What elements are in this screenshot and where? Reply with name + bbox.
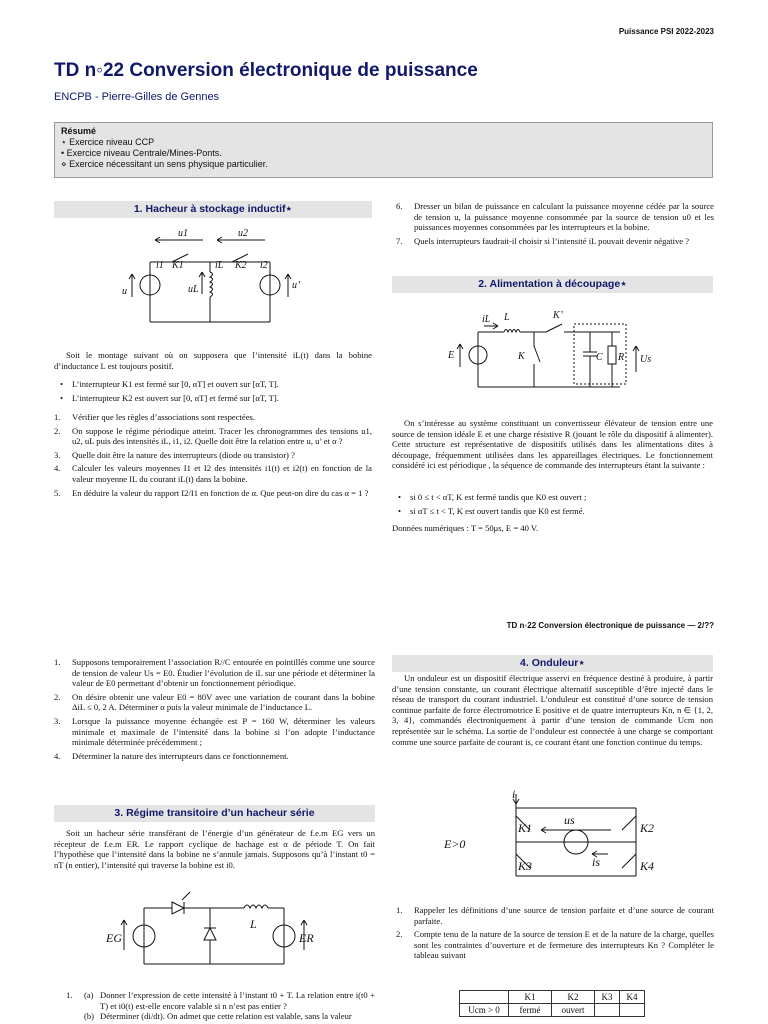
label-K4: K4 [640, 859, 655, 873]
label-L: L [504, 312, 510, 323]
list-item: 1. Supposons temporairement l’association R//C entourée en pointillés comme une source de tension de valeur Us = E0. Étudier l’évolution de iL sur une période et déterminer la valeur de E0 permettant d’obtenir un fonctionnement périodique. [54, 657, 375, 689]
section-2-questions [54, 657, 375, 764]
list-item: 1. Rappeler les définitions d’une source de tension parfaite et d’une source de courant parfaite. [396, 905, 714, 926]
table-row: Ucm > 0 fermé ouvert [460, 1004, 645, 1017]
section-4-questions [396, 905, 714, 964]
label-is: is [592, 855, 601, 869]
summary-title: Résumé [61, 126, 97, 136]
summary-line: • Exercice niveau Centrale/Mines-Ponts. [61, 148, 222, 158]
label-Us: Us [640, 354, 652, 365]
label-u1: u1 [178, 228, 188, 239]
page-subtitle: ENCPB - Pierre-Gilles de Gennes [54, 91, 220, 103]
label-L: L [250, 917, 257, 931]
section-3-question-1 [54, 990, 375, 1022]
list-item: 2. On suppose le régime périodique atteint. Tracer les chronogrammes des tensions u1, u2, uL puis des intensités iL, i1, i2. Quelle doit être la relation entre u, u’ et α ? [54, 425, 372, 447]
list-item: 3. Lorsque la puissance moyenne échangée est P = 160 W, déterminer les valeurs minimale et maximale de l’intensité dans la bobine si l’on adopte l’inductance minimale déterminée précédemment ; [54, 715, 375, 748]
list-item: • L’interrupteur K2 est ouvert sur [0, αT] et fermé sur [αT, T]. [60, 392, 279, 403]
table-row: K1 K2 K3 K4 [460, 991, 645, 1004]
label-i1: i1 [156, 260, 164, 271]
list-item: 6. Dresser un bilan de puissance en calculant la puissance moyenne cédée par la source de tension u, la puissance moyenne consommée par la source de tension u0 et les puissances moyennes consommées par les interrupteurs et la bobine. [396, 201, 714, 233]
label-K: K [518, 351, 525, 362]
list-item: 5. En déduire la valeur du rapport I2/I1 en fonction de α. Que peut-on dire du cas α = 1 ? [54, 487, 369, 498]
label-E: E [448, 350, 455, 361]
label-iL: iL [215, 260, 224, 271]
label-K-prime: K’ [553, 310, 563, 321]
label-uL: uL [188, 284, 199, 295]
section-2-title: 2. Alimentation à découpage⋆ [392, 276, 713, 293]
list-item: • si 0 ≤ t < αT, K est fermé tandis que K0 est ouvert ; [398, 492, 587, 502]
list-item: 4. Déterminer la nature des interrupteurs dans ce fonctionnement. [54, 750, 289, 761]
section-2-data: Données numériques : T = 50μs, E = 40 V. [392, 523, 539, 533]
label-C: C [596, 352, 603, 363]
label-K1: K1 [172, 260, 184, 271]
page-2-header: TD n◦22 Conversion électronique de puissance — 2/?? [506, 621, 714, 630]
list-item: 1. (a) Donner l’expression de cette intensité à l’instant t0 + T. La relation entre i(t0 + T) et i0(t) est-elle encore valable si n n’est pas entier ? (b) Déterminer (di/dt). On admet que cette relation est valable, sans la valeur [66, 990, 375, 1022]
list-item: 7. Quels interrupteurs faudrait-il choisir si l’intensité iL pouvait devenir négative ? [396, 235, 690, 246]
label-E: E>0 [444, 837, 466, 851]
figure-boost-converter [440, 302, 670, 397]
section-1-questions-cont [396, 201, 714, 249]
list-item: • si αT ≤ t < T, K est ouvert tandis que K0 est fermé. [398, 505, 585, 516]
label-R: R [618, 352, 625, 363]
section-3-intro: Soit un hacheur série transférant de l’énergie d’un générateur de f.e.m EG vers un récepteur de f.e.m ER. Le rapport cyclique de hachage est α de période T. On fait l’hypothèse que l’intensité dans la bobine ne s’annule jamais. Supposons qu’à l’instant t0 = nT (n entier), l’intensité qui traverse la bobine est i0. [54, 828, 375, 870]
section-1-bullets [54, 379, 372, 406]
list-item: • L’interrupteur K1 est fermé sur [0, αT] et ouvert sur [αT, T]. [60, 379, 279, 389]
summary-box [54, 122, 713, 178]
section-1-title: 1. Hacheur à stockage inductif⋆ [54, 201, 372, 218]
running-header: Puissance PSI 2022-2023 [618, 27, 714, 36]
section-4-intro: Un onduleur est un dispositif électrique asservi en fréquence destiné à produire, à partir d’une tension constante, un courant électrique alternatif susceptible d’être injecté dans le réseau de transport du courant industriel. L’onduleur est constitué d’une source de tension continue parfaite de force électromotrice E positive et de quatre interrupteurs Kn, n ∈ {1, 2, 3, 4}, commandés électroniquement à partir d’une tension de commande Ucm non représentée sur le schéma. La sortie de l’onduleur est connectée à une charge se comportant comme une source parfaite de courant is, ce courant étant une fonction continue du temps. [392, 673, 713, 747]
label-u: u [122, 286, 127, 297]
section-1-intro: Soit le montage suivant où on supposera que l’intensité iL(t) dans la bobine d’inductance L est toujours positif. [54, 350, 372, 371]
list-item: 3. Quelle doit être la nature des interrupteurs (diode ou transistor) ? [54, 449, 295, 460]
label-K3: K3 [518, 859, 533, 873]
label-us: us [564, 813, 575, 827]
figure-series-chopper [98, 888, 338, 972]
list-item: 2. Compte tenu de la nature de la source de tension E et de la nature de la charge, quelles sont les contraintes d’ouverture et de fermeture des interrupteurs Kn ? Compléter le tableau suivant [396, 929, 714, 961]
label-u2: u2 [238, 228, 248, 239]
figure-inductive-chopper [110, 222, 310, 330]
summary-line: ⋄ Exercice nécessitant un sens physique particulier. [61, 159, 268, 169]
section-2-intro: On s’intéresse au système constituant un convertisseur élévateur de tension entre une source de tension idéale E et une charge résistive R (jouant le rôle du dispositif à alimenter). Cette structure est représentative de dispositifs utilisés dans les alimentations dites à découpage, fréquemment utilisées dans les appareillages électriques. Le fonctionnement considéré ici est périodique , la séquence de commande des interrupteurs étant la suivante : [392, 418, 713, 471]
label-K1: K1 [518, 821, 533, 835]
label-ER: ER [299, 931, 314, 945]
label-u-prime: u’ [292, 280, 301, 291]
summary-line: ⋆ Exercice niveau CCP [61, 137, 155, 147]
sub-item-a: (a) Donner l’expression de cette intensité à l’instant t0 + T. La relation entre i(t0 + T) et i0(t) est-elle encore valable si n n’est pas entier ? [84, 990, 375, 1011]
switch-state-table [459, 990, 645, 1017]
label-EG: EG [106, 931, 122, 945]
list-item: 1. Vérifier que les règles d’associations sont respectées. [54, 412, 256, 422]
label-K2: K2 [640, 821, 655, 835]
label-i: i [512, 787, 516, 801]
list-item: 4. Calculer les valeurs moyennes I1 et I2 des intensités i1(t) et i2(t) en fonction de la valeur moyenne IL du courant iL(t) dans la bobine. [54, 463, 372, 484]
section-4-title: 4. Onduleur⋆ [392, 655, 713, 672]
page-title: TD n◦22 Conversion électronique de puissance [54, 60, 478, 81]
section-1-questions [54, 412, 372, 501]
section-2-bullets [392, 492, 713, 519]
list-item: 2. On désire obtenir une valeur E0 = 80V avec une variation de courant dans la bobine ΔiL ≤ 0, 2 A. Déterminer α puis la valeur minimale de l’inductance L. [54, 691, 375, 713]
label-iL: iL [482, 314, 491, 325]
figure-inverter [436, 786, 676, 890]
label-K2: K2 [235, 260, 247, 271]
sub-item-b: (b) Déterminer (di/dt). On admet que cette relation est valable, sans la valeur [84, 1011, 352, 1022]
label-i2: i2 [260, 260, 268, 271]
section-3-title: 3. Régime transitoire d’un hacheur série [54, 805, 375, 822]
